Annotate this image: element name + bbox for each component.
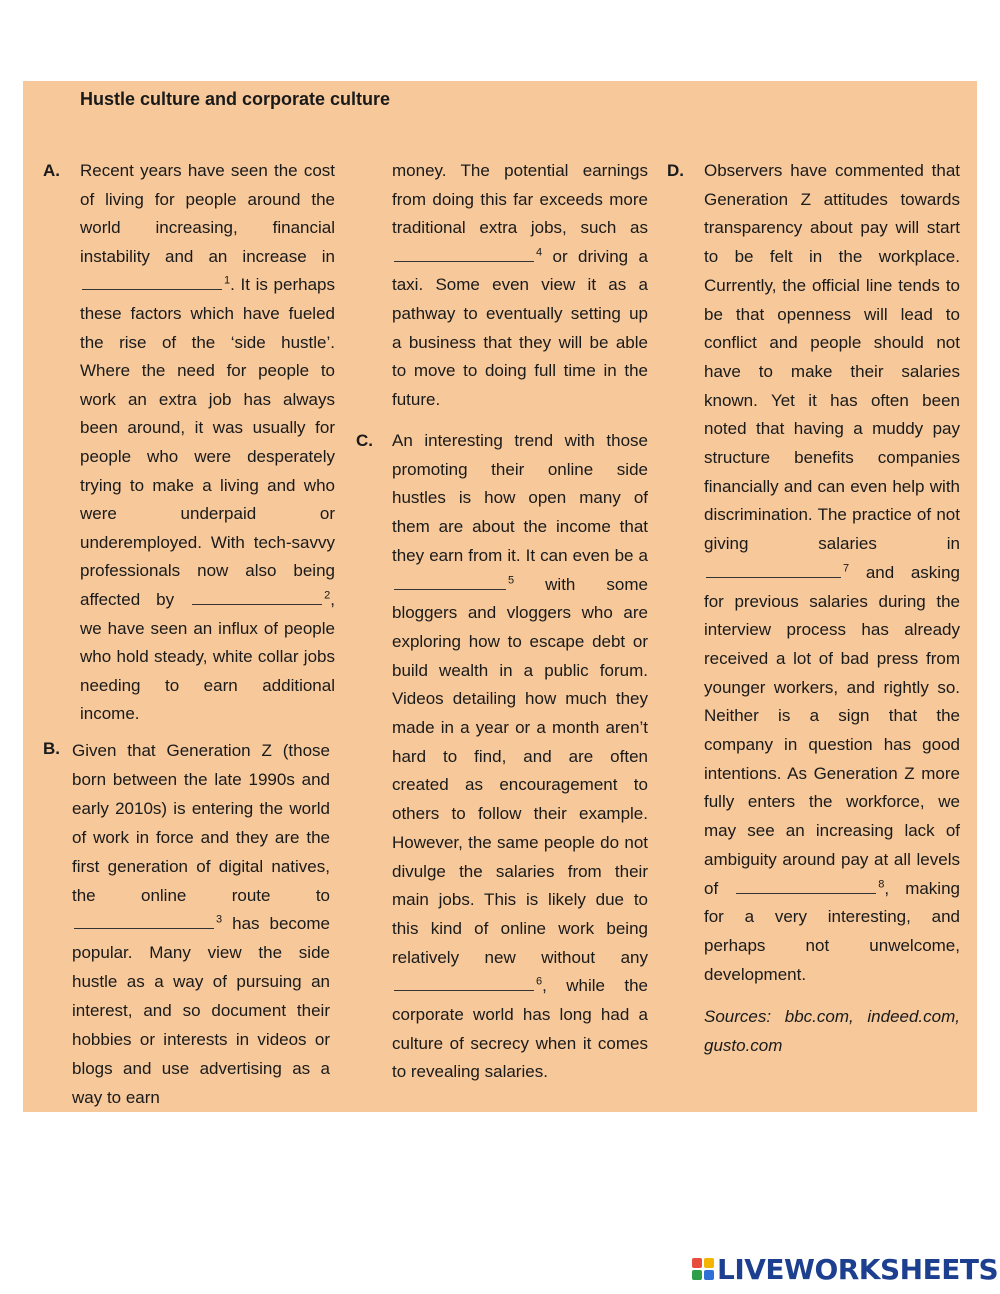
section-d-text-3: , making for a very interesting, and perhaps not unwelcome, development. <box>704 878 960 984</box>
sources-line: Sources: bbc.com, indeed.com, gusto.com <box>704 1007 960 1056</box>
section-b-text-2: has become popular. Many view the side hustle as a way of pursuing an interest, and so document their hobbies or interests in videos or blogs and use advertising as a way to earn <box>72 914 330 1107</box>
gap-2-input[interactable] <box>192 588 322 605</box>
gap-1-input[interactable] <box>82 273 222 290</box>
section-d <box>704 157 960 1061</box>
logo-text: LIVEWORKSHEETS <box>717 1252 999 1286</box>
section-c-text-1: An interesting trend with those promoting their online side hustles is how open many of them are about the income that they earn from it. It can even be a <box>392 431 648 565</box>
section-c-text-3: , while the corporate world has long had a culture of secrecy when it comes to revealing salaries. <box>392 976 648 1082</box>
gap-7-number: 7 <box>843 562 850 575</box>
logo-icon <box>692 1258 714 1280</box>
section-a-text-2: . It is perhaps these factors which have fueled the rise of the ‘side hustle’. Where the need for people to work an extra job has always been around, it was usually for people who were desperately trying to make a living and who were underpaid or underemployed. With tech-savvy professionals now also being affected by <box>80 275 335 609</box>
section-b <box>72 737 330 1113</box>
gap-7-input[interactable] <box>706 561 841 578</box>
gap-6-number: 6 <box>536 975 543 988</box>
gap-3-input[interactable] <box>74 912 214 929</box>
gap-6-input[interactable] <box>394 974 534 991</box>
section-d-text-1: Observers have commented that Generation Z attitudes towards transparency about pay will start to be felt in the workplace. Currently, the official line tends to be that openness will lead to conflict and people should not have to make their salaries known. Yet it has often been noted that having a muddy pay structure benefits companies financially and can even help with discrimination. The practice of not giving salaries in <box>704 161 960 554</box>
section-b-text-4: or driving a taxi. Some even view it as a pathway to eventually setting up a business that they will be able to move to doing full time in the future. <box>392 246 648 409</box>
section-b-text-1: Given that Generation Z (those born between the late 1990s and early 2010s) is entering the world of work in force and they are the first generation of digital natives, the online route to <box>72 741 330 905</box>
section-b-letter: B. <box>43 739 60 758</box>
section-b-text-3: money. The potential earnings from doing this far exceeds more traditional extra jobs, such as <box>392 161 648 238</box>
section-b-continued <box>392 157 648 414</box>
gap-8-number: 8 <box>878 877 885 890</box>
gap-1-number: 1 <box>224 274 231 287</box>
section-c-text-2: with some bloggers and vloggers who are exploring how to escape debt or build wealth in a public forum. Videos detailing how much they made in a year or a month aren’t hard to find, and are often created as encouragement to others to follow their example. However, the same people do not divulge the salaries from their main jobs. This is likely due to this kind of online work being relatively new without any <box>392 574 648 967</box>
gap-5-number: 5 <box>508 573 515 586</box>
page-title: Hustle culture and corporate culture <box>80 89 391 109</box>
gap-5-input[interactable] <box>394 573 506 590</box>
section-a <box>80 157 335 729</box>
gap-3-number: 3 <box>216 913 223 926</box>
gap-4-input[interactable] <box>394 245 534 262</box>
section-a-letter: A. <box>43 161 60 180</box>
gap-2-number: 2 <box>324 589 331 602</box>
section-c-letter: C. <box>356 431 373 450</box>
section-a-text-3: , we have seen an influx of people who hold steady, white collar jobs needing to earn additional income. <box>80 589 335 724</box>
section-c <box>392 427 648 1087</box>
section-d-letter: D. <box>667 161 684 180</box>
gap-8-input[interactable] <box>736 877 876 894</box>
section-d-text-2: and asking for previous salaries during the interview process has already received a lot of bad press from younger workers, and rightly so. Neither is a sign that the company in question has good intentions. As Generation Z more fully enters the workforce, we may see an increasing lack of ambiguity around pay at all levels of <box>704 562 960 898</box>
gap-4-number: 4 <box>536 246 543 259</box>
section-a-text-1: Recent years have seen the cost of living for people around the world increasing, financial instability and an increase in <box>80 161 335 266</box>
liveworksheets-logo <box>692 1252 998 1286</box>
